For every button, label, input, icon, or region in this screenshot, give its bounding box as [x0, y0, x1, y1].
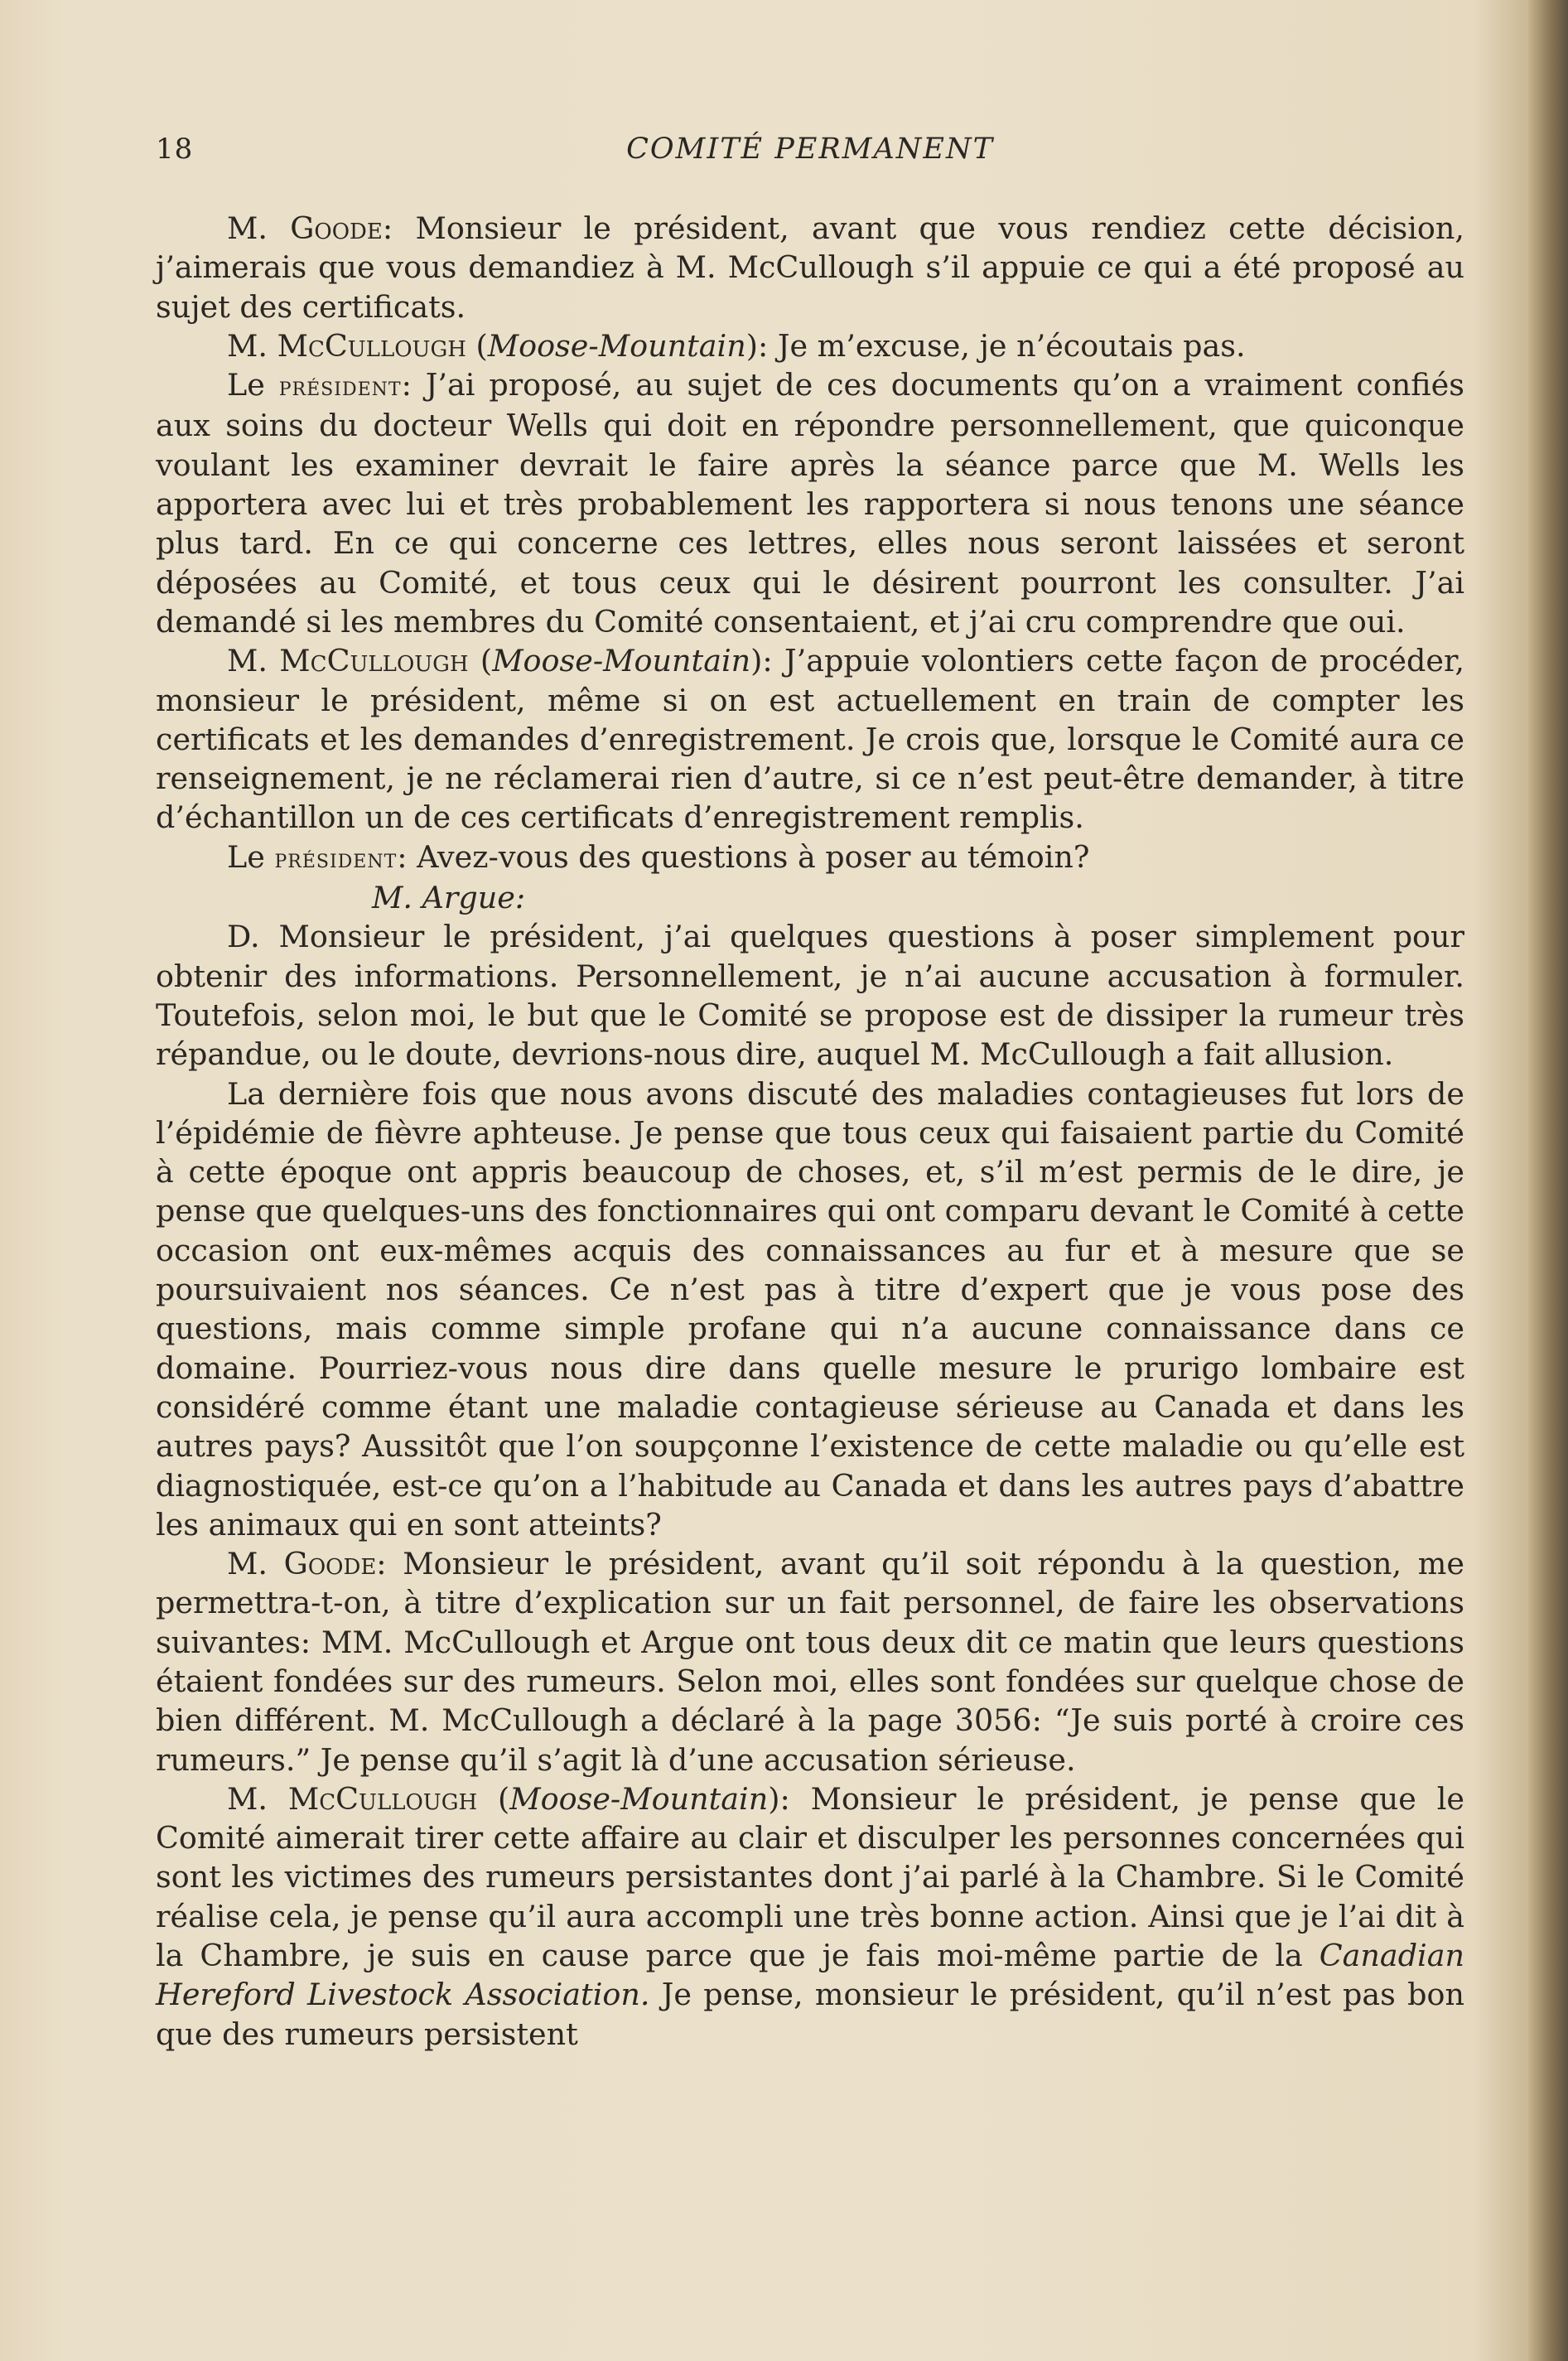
- paragraph-text: Monsieur le président, je pense que le Comité aimerait tirer cette affaire au clair et disculper les personnes concernées qui sont les victimes des rumeurs persistantes dont j’ai parlé à la Chambre. Si le Comité réalise cela, je pense qu’il aura accompli une très bonne action. Ainsi que je l’ai dit à la Chambre, je suis en cause parce que je fais moi-même partie de la: [156, 1780, 1465, 1974]
- paragraph-president-1: Le président: J’ai proposé, au sujet de ces documents qu’on a vraiment confiés aux soins du docteur Wells qui doit en répondre personnellement, que quiconque voulant les examiner devrait le faire après la séance parce que M. Wells les apportera avec lui et très probablement les rapportera si nous tenons une séance plus tard. En ce qui concerne ces lettres, elles nous seront laissées et seront déposées au Comité, et tous ceux qui le désirent pourront les consulter. J’ai demandé si les membres du Comité consentaient, et j’ai cru comprendre que oui.: [156, 367, 1464, 640]
- speaker-riding: Moose-Mountain: [487, 327, 746, 364]
- speaker-prefix: Le: [227, 367, 279, 403]
- association-name: Canadian Hereford Livestock Association.: [156, 1938, 1464, 2013]
- paragraph-text-end: Je pense, monsieur le président, qu’il n’est pas bon que des rumeurs persistent: [156, 1977, 1464, 2052]
- speaker-name: M. McCullough: [227, 1780, 478, 1817]
- speaker-role: président: [274, 842, 398, 874]
- paragraph-text: J’appuie volontiers cette façon de procéder, monsieur le président, même si on est actuellement en train de compter les certificats et les demandes d’enregistrement. Je crois que, lorsque le Comité aura ce renseignement, je ne réclamerai rien d’autre, si ce n’est peut-être demander, à titre d’échantillon un de ces certificats d’enregistrement remplis.: [156, 643, 1465, 836]
- paragraph-text: J’ai proposé, au sujet de ces documents qu’on a vraiment confiés aux soins du docteur Wells qui doit en répondre personnellement, que quiconque voulant les examiner devrait le faire après la séance parce que M. Wells les apportera avec lui et très probablement les rapportera si nous tenons une séance plus tard. En ce qui concerne ces lettres, elles nous seront laissées et seront déposées au Comité, et tous ceux qui le désirent pourront les consulter. J’ai demandé si les membres du Comité consentaient, et j’ai cru comprendre que oui.: [156, 367, 1464, 640]
- paragraph-mccullough-2: M. McCullough (Moose-Mountain): J’appuie volontiers cette façon de procéder, monsieur le président, même si on est actuellement en train de compter les certificats et les demandes d’enregistrement. Je crois que, lorsque le Comité aura ce renseignement, je ne réclamerai rien d’autre, si ce n’est peut-être demander, à titre d’échantillon un de ces certificats d’enregistrement remplis.: [156, 643, 1465, 836]
- paragraph-text: D. Monsieur le président, j’ai quelques questions à poser simplement pour obtenir des informations. Personnellement, je n’ai aucune accusation à formuler. Toutefois, selon moi, le but que le Comité se propose est de dissiper la rumeur très répandue, ou le doute, devrions-nous dire, auquel M. McCullough a fait allusion.: [156, 919, 1464, 1073]
- paragraph-mccullough-3: M. McCullough (Moose-Mountain): Monsieur le président, je pense que le Comité aimerait tirer cette affaire au clair et disculper les personnes concernées qui sont les victimes des rumeurs persistantes dont j’ai parlé à la Chambre. Si le Comité réalise cela, je pense qu’il aura accompli une très bonne action. Ainsi que je l’ai dit à la Chambre, je suis en cause parce que je fais moi-même partie de la Canadian Hereford Livestock Association. Je pense, monsieur le président, qu’il n’est pas bon que des rumeurs persistent: [156, 1780, 1465, 2052]
- speaker-name: M. McCullough: [227, 643, 469, 679]
- running-head: COMITÉ PERMANENT: [626, 133, 994, 166]
- paragraph-goode-2: [156, 1544, 1464, 1779]
- speaker-role: président: [278, 370, 402, 403]
- speaker-name: M. McCullough: [227, 327, 466, 364]
- paragraph-text: Monsieur le président, avant qu’il soit répondu à la question, me permettra-t-on, à titre d’explication sur un fait personnel, de faire les observations suivantes: MM. McCullough et Argue ont tous deux dit ce matin que leurs questions étaient fondées sur des rumeurs. Selon moi, elles sont fondées sur quelque chose de bien différent. M. McCullough a déclaré à la page 3056: “Je suis porté à croire ces rumeurs.” Je pense qu’il s’agit là d’une accusation sérieuse.: [156, 1546, 1464, 1778]
- page-number: 18: [156, 133, 194, 166]
- paragraph-goode-1: [156, 209, 1464, 326]
- paragraph-text: La dernière fois que nous avons discuté des maladies contagieuses fut lors de l’épidémie de fièvre aphteuse. Je pense que tous ceux qui faisaient partie du Comité à cette époque ont appris beaucoup de choses, et, s’il m’est permis de le dire, je pense que quelques-uns des fonctionnaires qui ont comparu devant le Comité à cette occasion ont eux-mêmes acquis des connaissances au fur et à mesure que se poursuivaient nos séances. Ce n’est pas à titre d’expert que je vous pose des questions, mais comme simple profane qui n’a aucune connaissance dans ce domaine. Pourriez-vous nous dire dans quelle mesure le prurigo lombaire est considéré comme étant une maladie contagieuse sérieuse au Canada et dans les autres pays? Aussitôt que l’on soupçonne l’existence de cette maladie ou qu’elle est diagnostiquée, est-ce qu’on a l’habitude au Canada et dans les autres pays d’abattre les animaux qui en sont atteints?: [156, 1075, 1464, 1543]
- page-header: [156, 133, 1464, 174]
- page-binding-edge: [1528, 0, 1568, 2361]
- paragraph-question-1: [156, 917, 1464, 1074]
- paragraph-president-2: Le président: Avez-vous des questions à poser au témoin?: [227, 838, 1090, 875]
- paragraph-text: Avez-vous des questions à poser au témoin?: [407, 838, 1090, 875]
- paragraph-text: Je m’excuse, je n’écoutais pas.: [768, 327, 1246, 364]
- transcript-body: [156, 209, 1464, 2054]
- paragraph-mccullough-1: M. McCullough (Moose-Mountain): Je m’excuse, je n’écoutais pas.: [227, 327, 1246, 364]
- speaker-name: M. Goode:: [227, 1546, 387, 1582]
- speaker-riding: Moose-Mountain: [492, 643, 751, 679]
- speaker-riding: Moose-Mountain: [509, 1780, 769, 1817]
- paragraph-question-2: [156, 1074, 1464, 1545]
- paragraph-text: Monsieur le président, avant que vous rendiez cette décision, j’aimerais que vous demandiez à M. McCullough s’il appuie ce qui a été proposé au sujet des certificats.: [156, 210, 1464, 325]
- examiner-heading: M. Argue:: [372, 880, 526, 916]
- speaker-prefix: Le: [227, 838, 275, 875]
- speaker-name: M. Goode:: [227, 210, 393, 246]
